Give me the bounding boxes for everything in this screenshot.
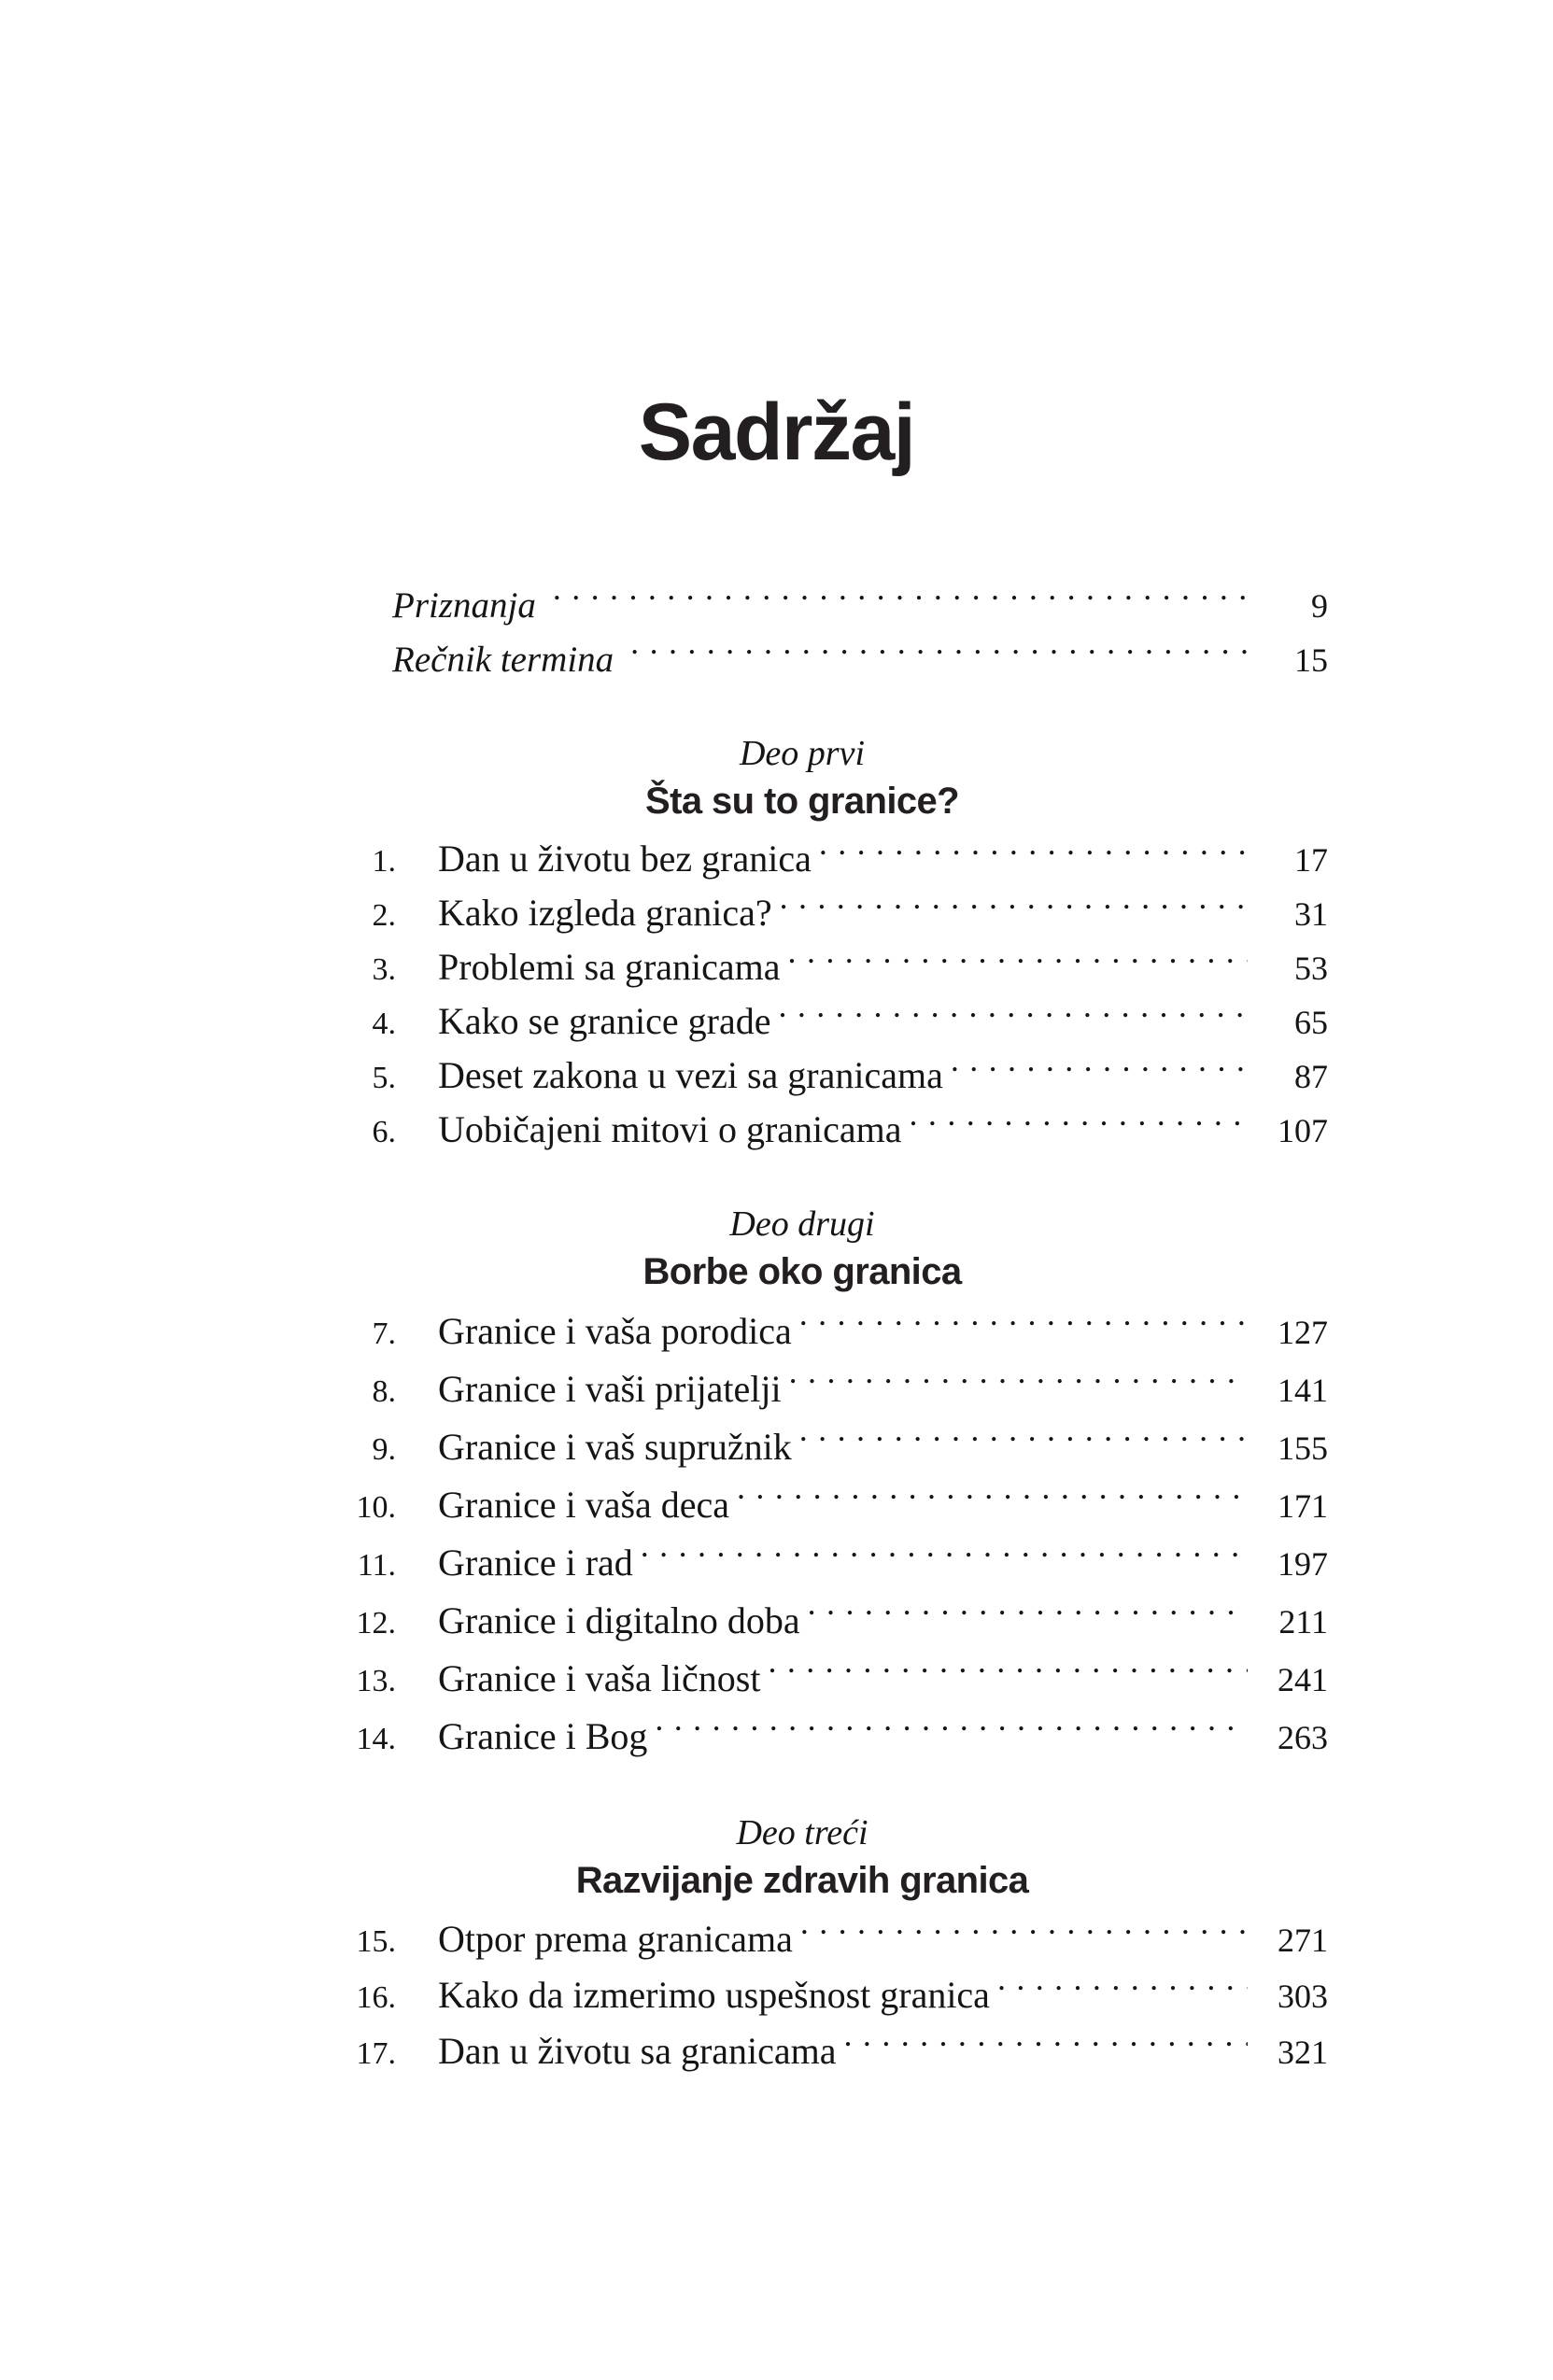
chapter-title: Kako izgleda granica? — [438, 892, 772, 934]
chapter-number: 9. — [372, 1432, 396, 1467]
chapter-page-number: 271 — [1278, 1922, 1328, 1959]
chapter-number: 17. — [356, 2036, 396, 2071]
chapter-page-number: 141 — [1278, 1372, 1328, 1409]
part-section — [329, 1810, 1328, 2080]
part-label: Deo drugi — [729, 1204, 875, 1244]
chapter-row[interactable] — [329, 2024, 1328, 2080]
chapter-list — [329, 1303, 1328, 1767]
dot-leader — [630, 635, 1248, 671]
chapter-number: 8. — [372, 1374, 396, 1409]
dot-leader — [799, 1422, 1248, 1459]
chapter-page-number: 31 — [1294, 895, 1328, 933]
chapter-title: Kako se granice grade — [438, 1000, 771, 1042]
chapter-title: Granice i vaši prijatelji — [438, 1368, 782, 1410]
chapter-row[interactable] — [329, 1651, 1328, 1709]
chapter-row[interactable] — [329, 1361, 1328, 1419]
chapter-row[interactable] — [329, 887, 1328, 941]
front-matter-list — [329, 579, 1328, 687]
chapter-number: 10. — [356, 1490, 396, 1525]
chapter-title: Dan u životu bez granica — [438, 838, 812, 880]
chapter-row[interactable] — [329, 995, 1328, 1049]
chapter-number: 4. — [372, 1007, 396, 1041]
part-label: Deo prvi — [739, 734, 866, 773]
dot-leader — [799, 1306, 1248, 1344]
chapter-page-number: 87 — [1294, 1058, 1328, 1095]
dot-leader — [844, 2026, 1248, 2063]
chapter-number: 13. — [356, 1664, 396, 1698]
chapter-page-number: 197 — [1278, 1545, 1328, 1583]
dot-leader — [737, 1480, 1248, 1517]
chapter-title: Granice i rad — [438, 1542, 633, 1584]
chapter-number: 2. — [372, 898, 396, 933]
part-title: Šta su to granice? — [645, 781, 959, 822]
chapter-number: 11. — [357, 1548, 396, 1583]
chapter-title: Granice i vaš supružnik — [438, 1426, 792, 1468]
chapter-number: 7. — [372, 1317, 396, 1351]
dot-leader — [800, 1914, 1248, 1951]
dot-leader — [768, 1654, 1248, 1691]
chapter-number: 14. — [356, 1722, 396, 1756]
chapter-page-number: 53 — [1294, 950, 1328, 987]
front-matter-row[interactable] — [329, 579, 1328, 633]
part-section — [329, 1201, 1328, 1767]
chapter-list — [329, 833, 1328, 1158]
front-matter-page-number: 15 — [1294, 641, 1328, 679]
chapter-number: 15. — [356, 1924, 396, 1959]
chapter-number: 16. — [356, 1980, 396, 2015]
chapter-title: Granice i vaša porodica — [438, 1310, 792, 1352]
dot-leader — [910, 1105, 1248, 1142]
chapter-title: Granice i Bog — [438, 1715, 648, 1757]
chapter-page-number: 155 — [1278, 1429, 1328, 1467]
chapter-row[interactable] — [329, 1419, 1328, 1477]
chapter-row[interactable] — [329, 1709, 1328, 1767]
front-matter-title: Rečnik termina — [392, 640, 614, 680]
chapter-title: Granice i vaša deca — [438, 1484, 730, 1526]
chapter-page-number: 303 — [1278, 1978, 1328, 2015]
chapter-page-number: 263 — [1278, 1719, 1328, 1756]
dot-leader — [553, 581, 1248, 617]
front-matter-title: Priznanja — [392, 585, 536, 626]
chapter-row[interactable] — [329, 1593, 1328, 1651]
chapter-row[interactable] — [329, 1104, 1328, 1158]
chapter-number: 12. — [356, 1606, 396, 1641]
chapter-title: Problemi sa granicama — [438, 946, 781, 988]
chapter-page-number: 171 — [1278, 1487, 1328, 1525]
parts-list — [329, 730, 1328, 2080]
dot-leader — [788, 942, 1248, 979]
chapter-page-number: 321 — [1278, 2034, 1328, 2071]
part-section — [329, 730, 1328, 1158]
dot-leader — [951, 1050, 1248, 1088]
chapter-number: 1. — [372, 844, 396, 879]
front-matter-row[interactable] — [329, 633, 1328, 687]
chapter-number: 5. — [372, 1061, 396, 1095]
chapter-page-number: 211 — [1278, 1603, 1328, 1641]
page-title: Sadržaj — [638, 387, 915, 477]
chapter-page-number: 127 — [1278, 1314, 1328, 1351]
chapter-row[interactable] — [329, 833, 1328, 887]
chapter-title: Uobičajeni mitovi o granicama — [438, 1108, 902, 1150]
chapter-page-number: 107 — [1278, 1112, 1328, 1149]
chapter-title: Deset zakona u vezi sa granicama — [438, 1054, 943, 1096]
part-title: Razvijanje zdravih granica — [575, 1860, 1029, 1901]
chapter-title: Granice i vaša ličnost — [438, 1657, 761, 1699]
chapter-page-number: 65 — [1294, 1004, 1328, 1041]
chapter-number: 6. — [372, 1115, 396, 1149]
chapter-page-number: 17 — [1294, 841, 1328, 879]
chapter-title: Dan u životu sa granicama — [438, 2030, 837, 2072]
chapter-title: Otpor prema granicama — [438, 1918, 793, 1960]
dot-leader — [780, 888, 1248, 925]
toc-content — [329, 579, 1328, 2080]
dot-leader — [655, 1711, 1248, 1749]
chapter-row[interactable] — [329, 1477, 1328, 1535]
chapter-list — [329, 1912, 1328, 2080]
dot-leader — [808, 1596, 1248, 1633]
chapter-number: 3. — [372, 952, 396, 987]
front-matter-page-number: 9 — [1311, 587, 1328, 625]
dot-leader — [819, 834, 1248, 871]
dot-leader — [641, 1538, 1248, 1575]
chapter-title: Kako da izmerimo uspešnost granica — [438, 1974, 990, 2016]
chapter-row[interactable] — [329, 1968, 1328, 2024]
dot-leader — [789, 1364, 1248, 1401]
chapter-row[interactable] — [329, 941, 1328, 995]
chapter-row[interactable] — [329, 1303, 1328, 1361]
part-title: Borbe oko granica — [642, 1251, 962, 1292]
chapter-row[interactable] — [329, 1912, 1328, 1968]
chapter-row[interactable] — [329, 1049, 1328, 1104]
dot-leader — [997, 1970, 1248, 2007]
chapter-title: Granice i digitalno doba — [438, 1599, 800, 1641]
dot-leader — [778, 996, 1248, 1034]
part-label: Deo treći — [736, 1813, 868, 1852]
chapter-page-number: 241 — [1278, 1661, 1328, 1698]
chapter-row[interactable] — [329, 1535, 1328, 1593]
